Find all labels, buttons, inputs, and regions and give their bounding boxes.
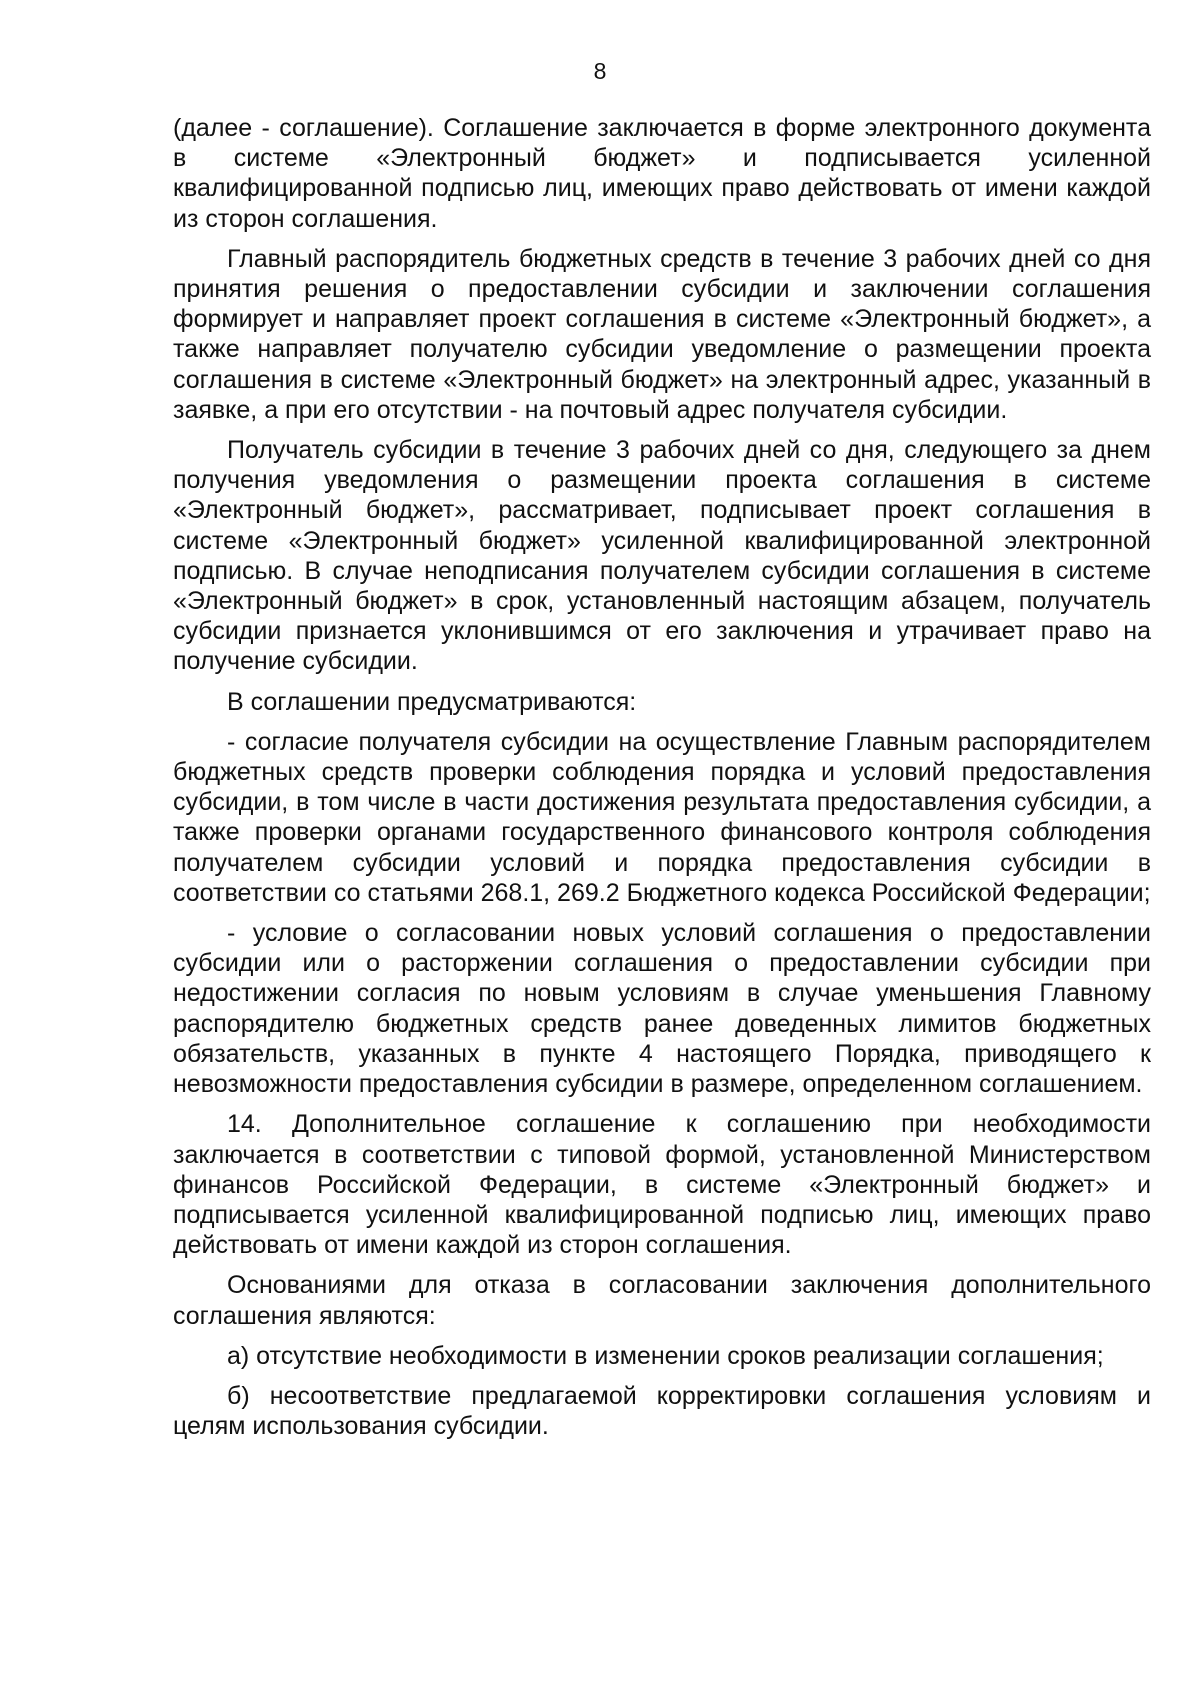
paragraph-main-distributor: Главный распорядитель бюджетных средств в течение 3 рабочих дней со дня принятия решения о предоставлении субсидии и заключении соглашения формирует и направляет проект соглашения в системе «Электронный бюджет», а также направляет получателю субсидии уведомление о размещении проекта соглашения в системе «Электронный бюджет» на электронный адрес, указанный в заявке, а при его отсутствии - на почтовый адрес получателя субсидии. [173,244,1151,424]
list-item-consent: - согласие получателя субсидии на осуществление Главным распорядителем бюджетных средств проверки соблюдения порядка и условий предоставления субсидии, в том числе в части достижения результата предоставления субсидии, а также проверки органами государственного финансового контроля соблюдения получателем субсидии условий и порядка предоставления субсидии в соответствии со статьями 268.1, 269.2 Бюджетного кодекса Российской Федерации; [173,727,1151,907]
list-item-condition: - условие о согласовании новых условий соглашения о предоставлении субсидии или о расторжении соглашения о предоставлении субсидии при недостижении согласия по новым условиям в случае уменьшения Главному распорядителю бюджетных средств ранее доведенных лимитов бюджетных обязательств, указанных в пункте 4 настоящего Порядка, приводящего к невозможности предоставления субсидии в размере, определенном соглашением. [173,919,1151,1099]
paragraph-recipient: Получатель субсидии в течение 3 рабочих дней со дня, следующего за днем получения уведомления о размещении проекта соглашения в системе «Электронный бюджет», рассматривает, подписывает проект соглашения в системе «Электронный бюджет» усиленной квалифицированной электронной подписью. В случае неподписания получателем субсидии соглашения в системе «Электронный бюджет» в срок, установленный настоящим абзацем, получатель субсидии признается уклонившимся от его заключения и утрачивает право на получение субсидии. [173,436,1151,676]
paragraph-clause-14: 14. Дополнительное соглашение к соглашению при необходимости заключается в соответствии с типовой формой, установленной Министерством финансов Российской Федерации, в системе «Электронный бюджет» и подписывается усиленной квалифицированной подписью лиц, имеющих право действовать от имени каждой из сторон соглашения. [173,1110,1151,1260]
list-item-b: б) несоответствие предлагаемой корректировки соглашения условиям и целям использования субсидии. [173,1381,1151,1441]
page-number: 8 [593,58,607,84]
paragraph-refusal-grounds: Основаниями для отказа в согласовании заключения дополнительного соглашения являются: [173,1271,1151,1330]
list-item-a: а) отсутствие необходимости в изменении сроков реализации соглашения; [227,1341,1104,1370]
document-body [173,113,1151,1451]
paragraph-agreement-provisions: В соглашении предусматриваются: [227,687,637,716]
paragraph-continuation: (далее - соглашение). Соглашение заключается в форме электронного документа в системе «Электронный бюджет» и подписывается усиленной квалифицированной подписью лиц, имеющих право действовать от имени каждой из сторон соглашения. [173,114,1151,233]
